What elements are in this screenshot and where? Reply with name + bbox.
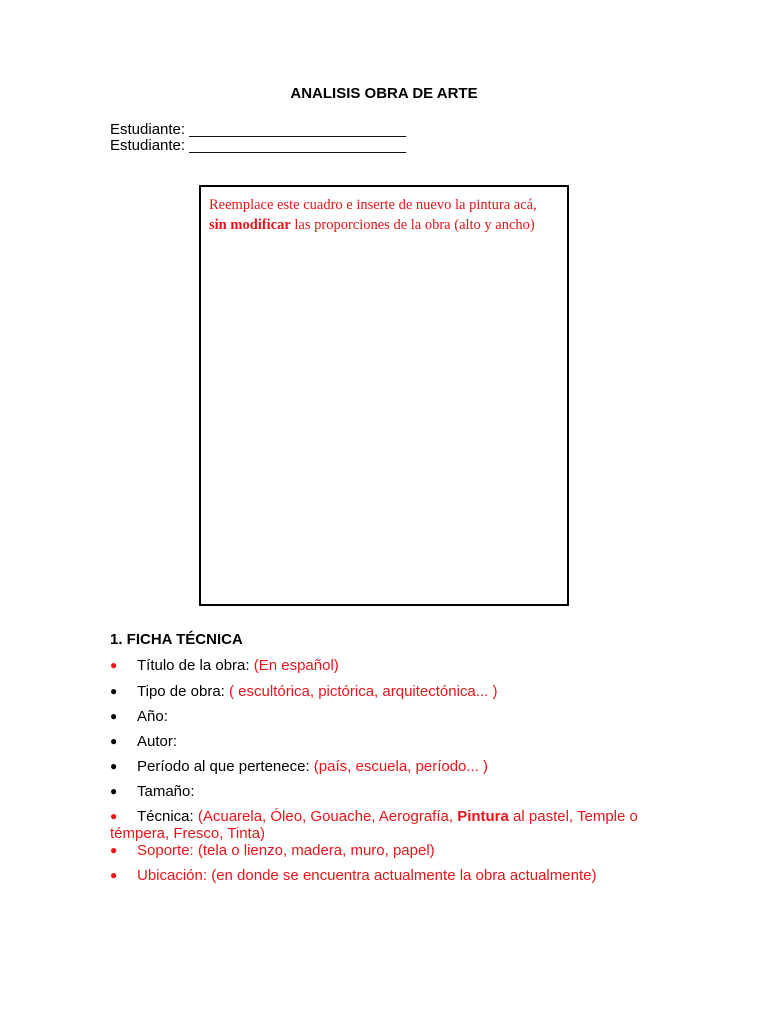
- student-field-2: Estudiante: __________________________: [110, 137, 407, 154]
- item-hint: (En español): [253, 657, 339, 674]
- bullet-icon: ●: [110, 784, 118, 798]
- section-heading-ficha-tecnica: 1. FICHA TÉCNICA: [110, 631, 243, 648]
- item-label: Técnica:: [137, 808, 198, 825]
- student-field-1: Estudiante: __________________________: [110, 121, 407, 138]
- item-label: Autor:: [137, 733, 178, 750]
- item-label: Período al que pertenece:: [137, 758, 314, 775]
- bullet-icon: ●: [110, 734, 118, 748]
- list-item-ubicacion: [110, 867, 670, 884]
- list-item-titulo: [110, 657, 670, 674]
- list-item-autor: [110, 733, 670, 750]
- item-hint-continued: al pastel, Temple o témpera, Fresco, Tinta): [110, 808, 638, 842]
- bullet-icon: ●: [110, 868, 118, 882]
- item-hint: ( escultórica, pictórica, arquitectónica... ): [229, 683, 498, 700]
- bullet-icon: ●: [110, 684, 118, 698]
- item-label: Título de la obra:: [137, 657, 254, 674]
- list-item-tecnica: [110, 808, 665, 842]
- instruction-line-1: Reemplace este cuadro e inserte de nuevo la pintura acá,: [209, 197, 537, 213]
- document-title: ANALISIS OBRA DE ARTE: [290, 85, 478, 102]
- item-label: Tamaño:: [137, 783, 195, 800]
- list-item-ano: [110, 708, 670, 725]
- item-hint: (país, escuela, período... ): [313, 758, 489, 775]
- bullet-icon: ●: [110, 843, 118, 857]
- instruction-rest: las proporciones de la obra (alto y ancho): [290, 217, 535, 233]
- bullet-icon: ●: [110, 658, 118, 672]
- item-hint: (tela o lienzo, madera, muro, papel): [197, 842, 435, 859]
- item-hint: (Acuarela, Óleo, Gouache, Aerografía,: [197, 808, 458, 825]
- instruction-bold: sin modificar: [209, 217, 291, 233]
- item-label: Año:: [137, 708, 168, 725]
- list-item-periodo: [110, 758, 670, 775]
- bullet-icon: ●: [110, 709, 118, 723]
- list-item-tipo: [110, 683, 670, 700]
- item-hint: (en donde se encuentra actualmente la obra actualmente): [211, 867, 597, 884]
- item-label: Soporte:: [137, 842, 198, 859]
- list-item-soporte: [110, 842, 670, 859]
- item-label: Ubicación:: [137, 867, 212, 884]
- bullet-icon: ●: [110, 759, 118, 773]
- bullet-icon: ●: [110, 809, 118, 823]
- placeholder-instruction: [209, 195, 561, 235]
- artwork-placeholder-frame: [199, 185, 569, 606]
- item-label: Tipo de obra:: [137, 683, 229, 700]
- item-hint-bold: Pintura: [457, 808, 509, 825]
- list-item-tamano: [110, 783, 670, 800]
